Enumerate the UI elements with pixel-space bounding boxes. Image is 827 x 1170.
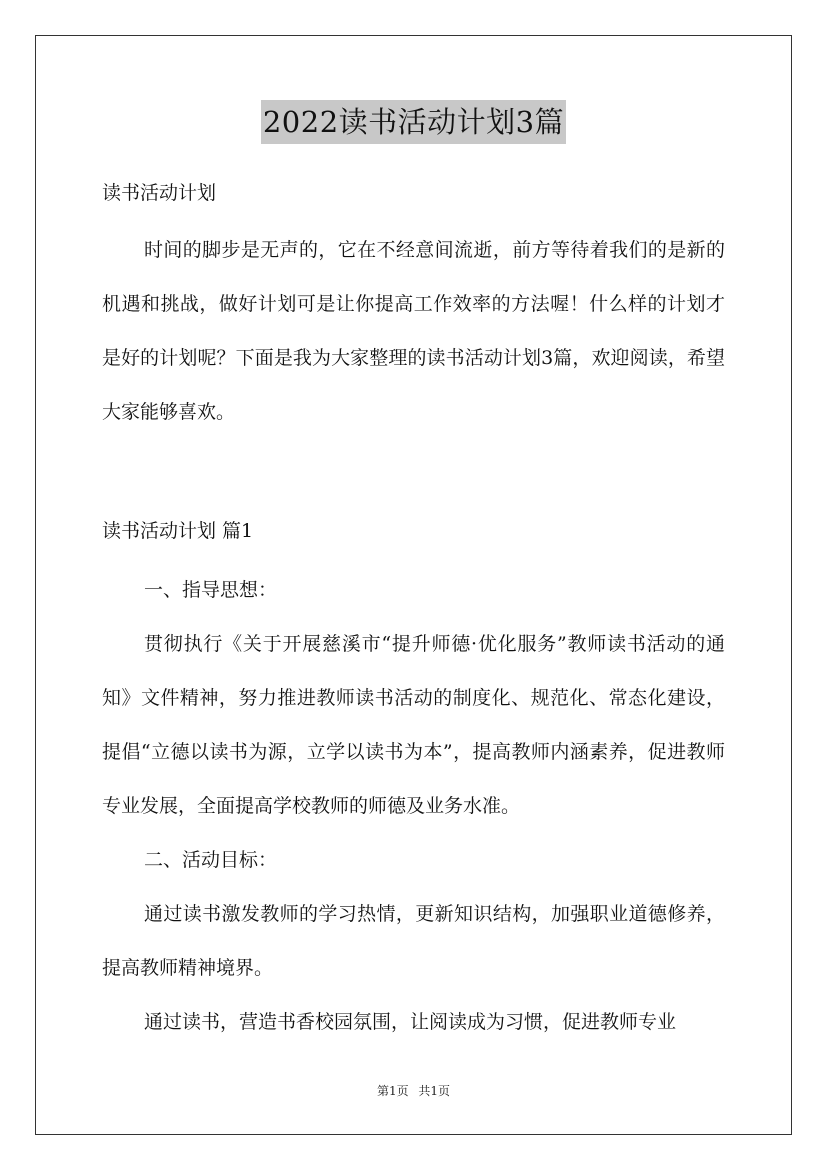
- section2-paragraph-2: 通过读书，营造书香校园氛围，让阅读成为习惯，促进教师专业: [144, 1011, 677, 1033]
- section2-paragraph-1: 通过读书激发教师的学习热情，更新知识结构，加强职业道德修养，提高教师精神境界。: [102, 903, 725, 979]
- document-title: 2022读书活动计划3篇: [261, 100, 566, 144]
- intro-heading: 读书活动计划: [102, 182, 217, 204]
- page-footer: [0, 1082, 827, 1100]
- chapter-heading: 读书活动计划 篇1: [102, 520, 254, 542]
- total-pages: 共1页: [418, 1084, 451, 1098]
- section1-heading: 一、指导思想：: [144, 579, 278, 601]
- section1-paragraph: 贯彻执行《关于开展慈溪市“提升师德·优化服务”教师读书活动的通知》文件精神，努力推进教师读书活动的制度化、规范化、常态化建设，提倡“立德以读书为源，立学以读书为本”，提高教师内涵素养，促进教师专业发展，全面提高学校教师的师德及业务水准。: [102, 633, 725, 817]
- section2-heading: 二、活动目标：: [144, 849, 278, 871]
- page-number: 第1页: [376, 1084, 409, 1098]
- intro-paragraph: 时间的脚步是无声的，它在不经意间流逝，前方等待着我们的是新的机遇和挑战，做好计划可是让你提高工作效率的方法喔！什么样的计划才是好的计划呢？下面是我为大家整理的读书活动计划3篇，欢迎阅读，希望大家能够喜欢。: [102, 239, 725, 423]
- title-container: [0, 100, 827, 144]
- document-body: [102, 171, 725, 1049]
